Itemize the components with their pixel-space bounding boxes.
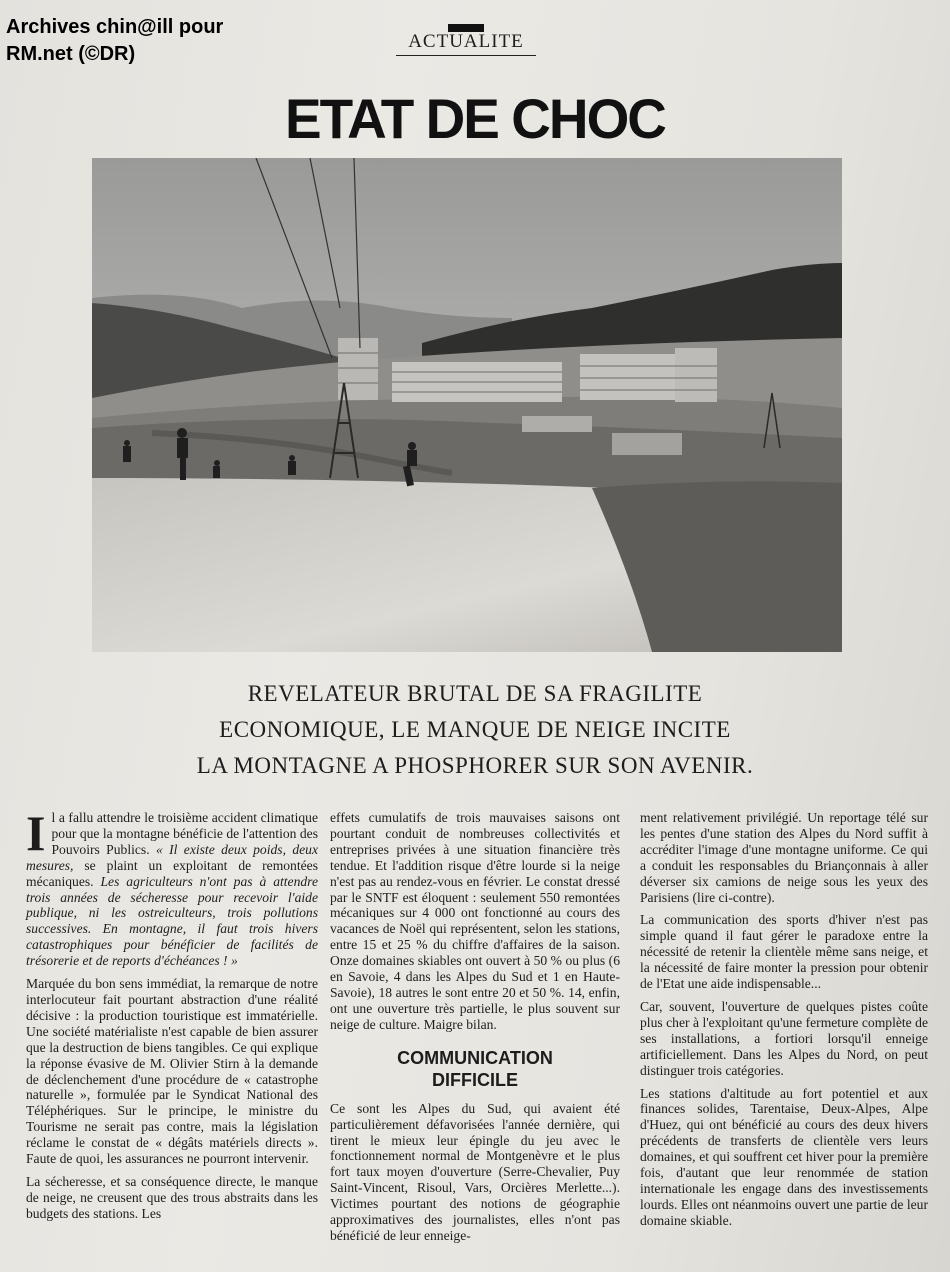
subheading <box>330 1047 620 1091</box>
watermark-line-2: RM.net (©DR) <box>6 43 136 65</box>
column-1-paragraph-1 <box>26 805 319 969</box>
column-2-paragraph-1: effets cumulatifs de trois mauvaises saisons ont pourtant conduit de nombreuses collectivités et entreprises privées à une situation financière très tendue. Et l'addition risque d'être lourde si la neige n'est pas au rendez-vous en février. Le constat dressé par le SNTF est éloquent : seulement 550 remontées mécaniques sur 4 000 ont fonctionné au cours des vacances de Noël qui représentent, selon les stations, entre 15 et 25 % du chiffre d'affaires de la saison. Onze domaines skiables ont ouvert à 50 % ou plus (6 en Savoie, 4 dans les Alpes du Sud et 1 en Haute-Savoie), 18 autres le sont entre 20 et 50 %. 14, enfin, ont une ouverture très partielle, le plus souvent sur neige de culture. Maigre bilan. <box>330 810 620 1032</box>
column-1-paragraph-3: La sécheresse, et sa conséquence directe, le manque de neige, ne creusent que des trous abstraits dans les budgets des stations. Les <box>26 1173 318 1221</box>
quote-fragment-1: « Il existe deux poids, deux mesures, <box>26 841 318 873</box>
subheading-line-1: COMMUNICATION <box>397 1047 553 1068</box>
page-headline: ETAT DE CHOC <box>285 87 665 150</box>
deck-line-1: REVELATEUR BRUTAL DE SA FRAGILITE <box>247 681 703 706</box>
section-rubric: ACTUALITE <box>396 31 536 56</box>
subheading-line-2: DIFFICILE <box>432 1069 518 1090</box>
column-2-paragraph-2: Ce sont les Alpes du Sud, qui avaient été particulièrement défavorisées l'année dernière, qui tirent le mieux leur épingle du jeu avec le fonctionnement normal de Montgenèvre et le plus fort taux moyen d'ouverture (Serre-Chevalier, Puy Saint-Vincent, Risoul, Vars, Orcières Merlette...). Victimes pourtant des notions de géographie approximatives des journalistes, elles n'ont pas bénéficié de leur enneige- <box>330 1100 620 1243</box>
watermark <box>6 14 223 68</box>
watermark-line-1: Archives chin@ill pour <box>6 16 224 38</box>
article-column-3 <box>640 810 928 1236</box>
lead-text: l a fallu attendre le troisième accident climatique pour que la montagne bénéficie de l'attention des Pouvoirs Publics. <box>51 810 318 857</box>
column-1-paragraph-2: Marquée du bon sens immédiat, la remarque de notre interlocuteur fait pourtant abstraction d'une réalité décisive : la production touristique est immatérielle. Une société matérialiste n'est capable de bien assurer que la destruction de biens tangibles. Ce qui explique la réponse évasive de M. Olivier Stirn à la demande de déclenchement d'une procédure de « catastrophe naturelle », formulée par le Syndicat National des Téléphériques. Sur le principe, le ministre du Tourisme ne serait pas contre, mais la législation réclame le constat de « dégâts matériels directs ». Faute de quoi, les assurances ne pourront intervenir. <box>26 976 318 1167</box>
drop-cap: I <box>26 805 46 861</box>
deck-line-3: LA MONTAGNE A PHOSPHORER SUR SON AVENIR. <box>196 753 754 778</box>
column-3-paragraph-2: La communication des sports d'hiver n'est pas simple quand il faut gérer le paradoxe entre la nécessité de retenir la clientèle même sans neige, et la nécessité de faire monter la pression pour obtenir de l'Etat une aide indispensable... <box>640 912 928 992</box>
ski-resort-photo <box>92 158 842 652</box>
article-deck <box>100 676 850 784</box>
lead-text-middle: se plaint un exploitant de remontées mécaniques. <box>26 857 318 889</box>
column-3-paragraph-4: Les stations d'altitude au fort potentiel et aux finances solides, Tarentaise, Deux-Alpes, Alpe d'Huez, qui ont bénéficié au cours des deux hivers précédents de transferts de clientèle vers leurs domaines, et qui souffrent cet hiver pour la première fois, d'autant que leur renommée de station internationale les engage dans des investissements lourds. Elles ont néanmoins ouvert une partie de leur domaine skiable. <box>640 1085 928 1228</box>
quote-fragment-2: Les agriculteurs n'ont pas à attendre trois années de sécheresse pour recevoir l'aide publique, ni les ostreiculteurs, trois pollutions successives. En montagne, il faut trois hivers catastrophiques pour bénéficier de facilités de trésorerie et de reports d'échéances ! » <box>26 873 319 969</box>
article-column-1 <box>26 805 319 1229</box>
column-3-paragraph-3: Car, souvent, l'ouverture de quelques pistes coûte plus cher à l'exploitant qu'une fermeture complète de ses installations, a fortiori lorsqu'il enneige artificiellement. Dans les Alpes du Nord, on peut distinguer trois catégories. <box>640 998 928 1078</box>
article-column-2 <box>330 810 620 1251</box>
column-3-paragraph-1: ment relativement privilégié. Un reportage télé sur les pentes d'une station des Alpes du Nord suffit à accréditer l'image d'une montagne uniforme. Ce qui a conduit les responsables du Briançonnais à aller déverser six camions de neige sous les yeux des Parisiens (lire ci-contre). <box>640 810 928 905</box>
deck-line-2: ECONOMIQUE, LE MANQUE DE NEIGE INCITE <box>219 717 731 742</box>
